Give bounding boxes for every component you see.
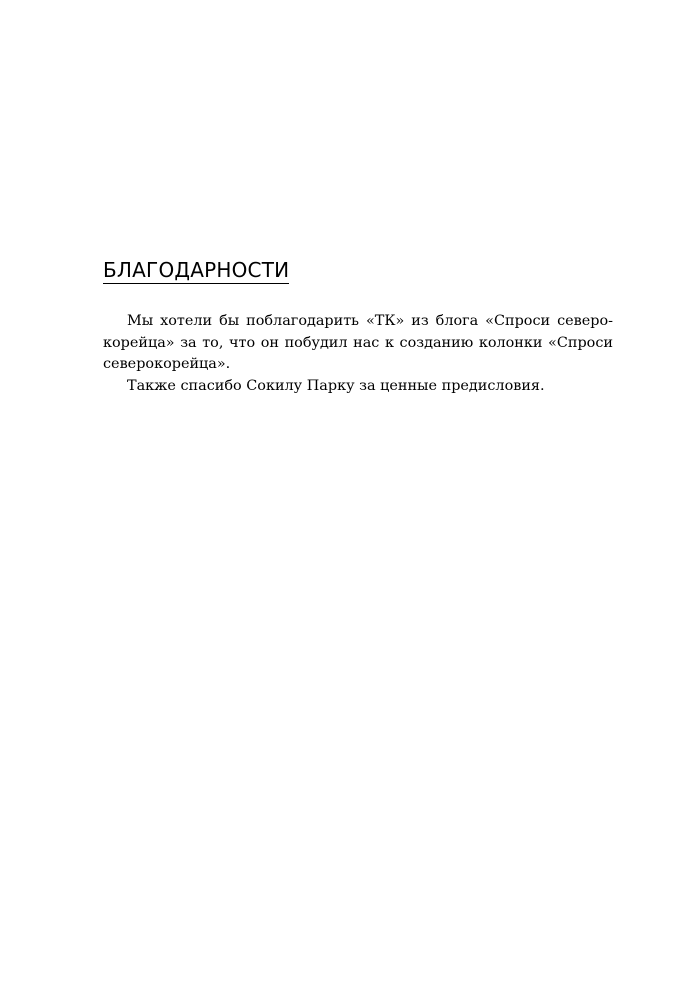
paragraph-2 [103, 376, 613, 398]
paragraph-1 [103, 311, 613, 376]
acknowledgements-text [103, 311, 613, 397]
paragraph-2-line-1: Также спасибо Сокилу Парку за ценные предисловия. [127, 377, 545, 394]
paragraph-1-line-2: корейца» за то, что он побудил нас к созданию колонки «Спроси [103, 334, 613, 351]
paragraph-1-line-3: северокорейца». [103, 356, 231, 372]
page-heading: БЛАГОДАРНОСТИ [103, 258, 290, 282]
paragraph-1-line-1: Мы хотели бы поблагодарить «ТК» из блога «Спроси северо- [127, 313, 613, 329]
